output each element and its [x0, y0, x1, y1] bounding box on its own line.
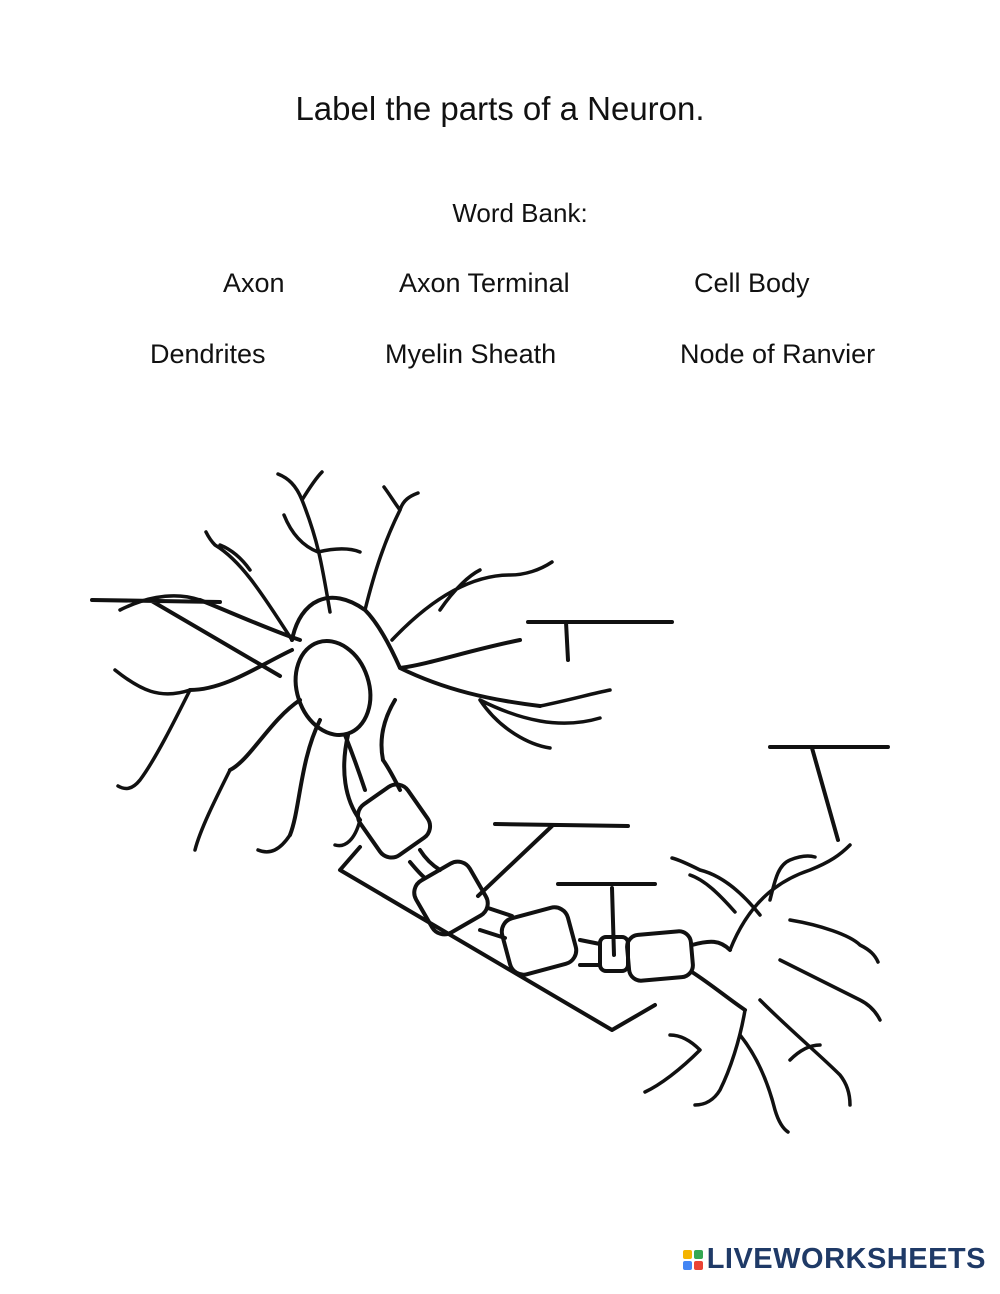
word-bank-dendrites: Dendrites — [150, 339, 266, 369]
word-bank-axon: Axon — [223, 268, 285, 298]
label-line-node-of-ranvier — [558, 884, 655, 955]
nucleus-outline — [284, 631, 382, 745]
myelin-segment-2 — [409, 857, 493, 940]
word-bank-node-of-ranvier: Node of Ranvier — [680, 339, 876, 369]
myelin-segment-4 — [626, 930, 694, 981]
label-lines — [92, 600, 888, 1030]
word-bank-axon-terminal: Axon Terminal — [399, 268, 570, 298]
brand-name: LIVEWORKSHEETS — [706, 1243, 986, 1275]
word-bank-cell-body: Cell Body — [694, 268, 810, 298]
label-line-cell-body — [528, 622, 672, 660]
worksheet-title: Label the parts of a Neuron. — [295, 90, 705, 127]
word-bank-myelin-sheath: Myelin Sheath — [385, 339, 557, 369]
liveworksheets-logo-icon — [683, 1250, 703, 1270]
axon-terminal-branches — [645, 845, 880, 1132]
axon-outline — [345, 735, 745, 1010]
word-bank-title: Word Bank: — [452, 198, 588, 228]
label-line-axon-terminal — [770, 747, 888, 840]
footer-branding — [683, 1243, 986, 1276]
